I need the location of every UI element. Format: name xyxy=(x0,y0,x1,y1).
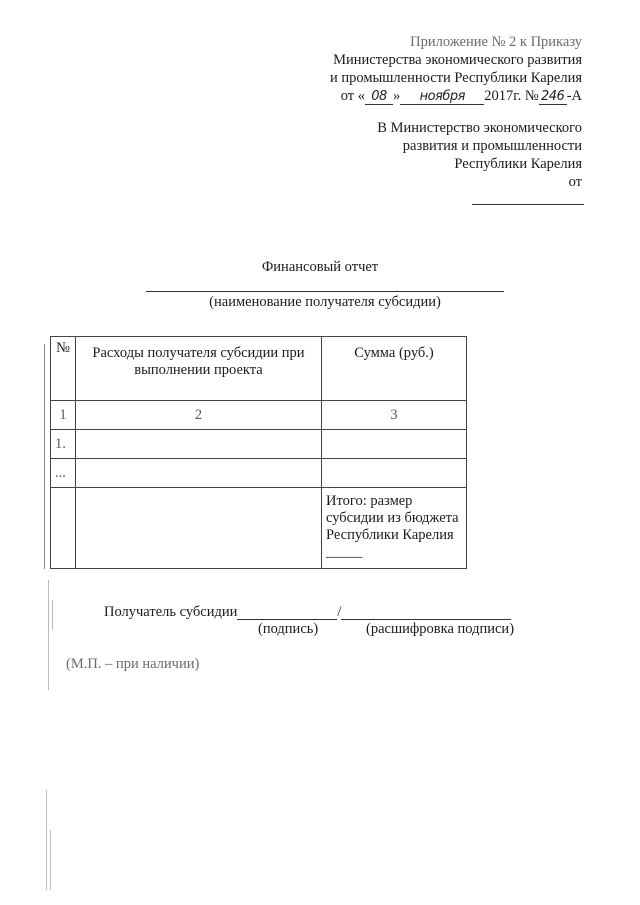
order-date-line xyxy=(341,88,582,105)
signature-decode-blank xyxy=(341,605,511,620)
addressee-from-label: от xyxy=(568,174,582,190)
header-num: № xyxy=(50,336,76,401)
addressee-line-1: В Министерство экономического xyxy=(377,120,582,136)
scan-mark xyxy=(44,344,45,569)
order-suffix: -А xyxy=(566,88,582,104)
recipient-name-blank xyxy=(146,291,504,292)
table-row-sum xyxy=(321,429,467,459)
index-cell: 2 xyxy=(75,400,322,430)
date-separator: » xyxy=(393,88,401,104)
addressee-line-2: развития и промышленности xyxy=(402,138,582,154)
table-row-expenses xyxy=(75,458,322,488)
header-expenses: Расходы получателя субсидии при выполнении проекта xyxy=(75,336,322,401)
appendix-line: Приложение № 2 к Приказу xyxy=(410,34,582,50)
scan-mark xyxy=(48,580,49,690)
order-number-handwritten: 246 xyxy=(539,90,567,105)
total-row-expenses xyxy=(75,487,322,569)
ministry-line-2: и промышленности Республики Карелия xyxy=(329,70,582,86)
date-year: 2017г. № xyxy=(484,88,539,104)
total-row-num xyxy=(50,487,76,569)
scan-mark xyxy=(52,600,53,630)
page-title: Финансовый отчет xyxy=(261,259,379,275)
header-sum: Сумма (руб.) xyxy=(321,336,467,401)
recipient-caption: (наименование получателя субсидии) xyxy=(209,294,441,310)
addressee-from-blank xyxy=(472,204,584,205)
sign-caption: (подпись) xyxy=(258,621,319,637)
table-row-expenses xyxy=(75,429,322,459)
stamp-note: (М.П. – при наличии) xyxy=(66,656,200,672)
ministry-line-1: Министерства экономического развития xyxy=(333,52,582,68)
signature-separator: / xyxy=(337,604,342,620)
signature-blank xyxy=(237,605,337,620)
total-cell: Итого: размер субсидии из бюджета Республики Карелия _____ xyxy=(321,487,467,569)
index-cell: 3 xyxy=(321,400,467,430)
index-cell: 1 xyxy=(50,400,76,430)
scan-mark xyxy=(50,830,51,890)
date-month-handwritten: ноября xyxy=(400,90,484,105)
date-prefix: от « xyxy=(340,88,366,104)
signature-line xyxy=(104,604,511,621)
table-row-num: 1. xyxy=(50,429,76,459)
scan-mark xyxy=(46,790,47,890)
decode-caption: (расшифровка подписи) xyxy=(366,621,515,637)
addressee-line-3: Республики Карелия xyxy=(454,156,582,172)
signature-label: Получатель субсидии xyxy=(104,604,238,620)
table-row-num: ... xyxy=(50,458,76,488)
table-row-sum xyxy=(321,458,467,488)
date-day-handwritten: 08 xyxy=(365,90,393,105)
